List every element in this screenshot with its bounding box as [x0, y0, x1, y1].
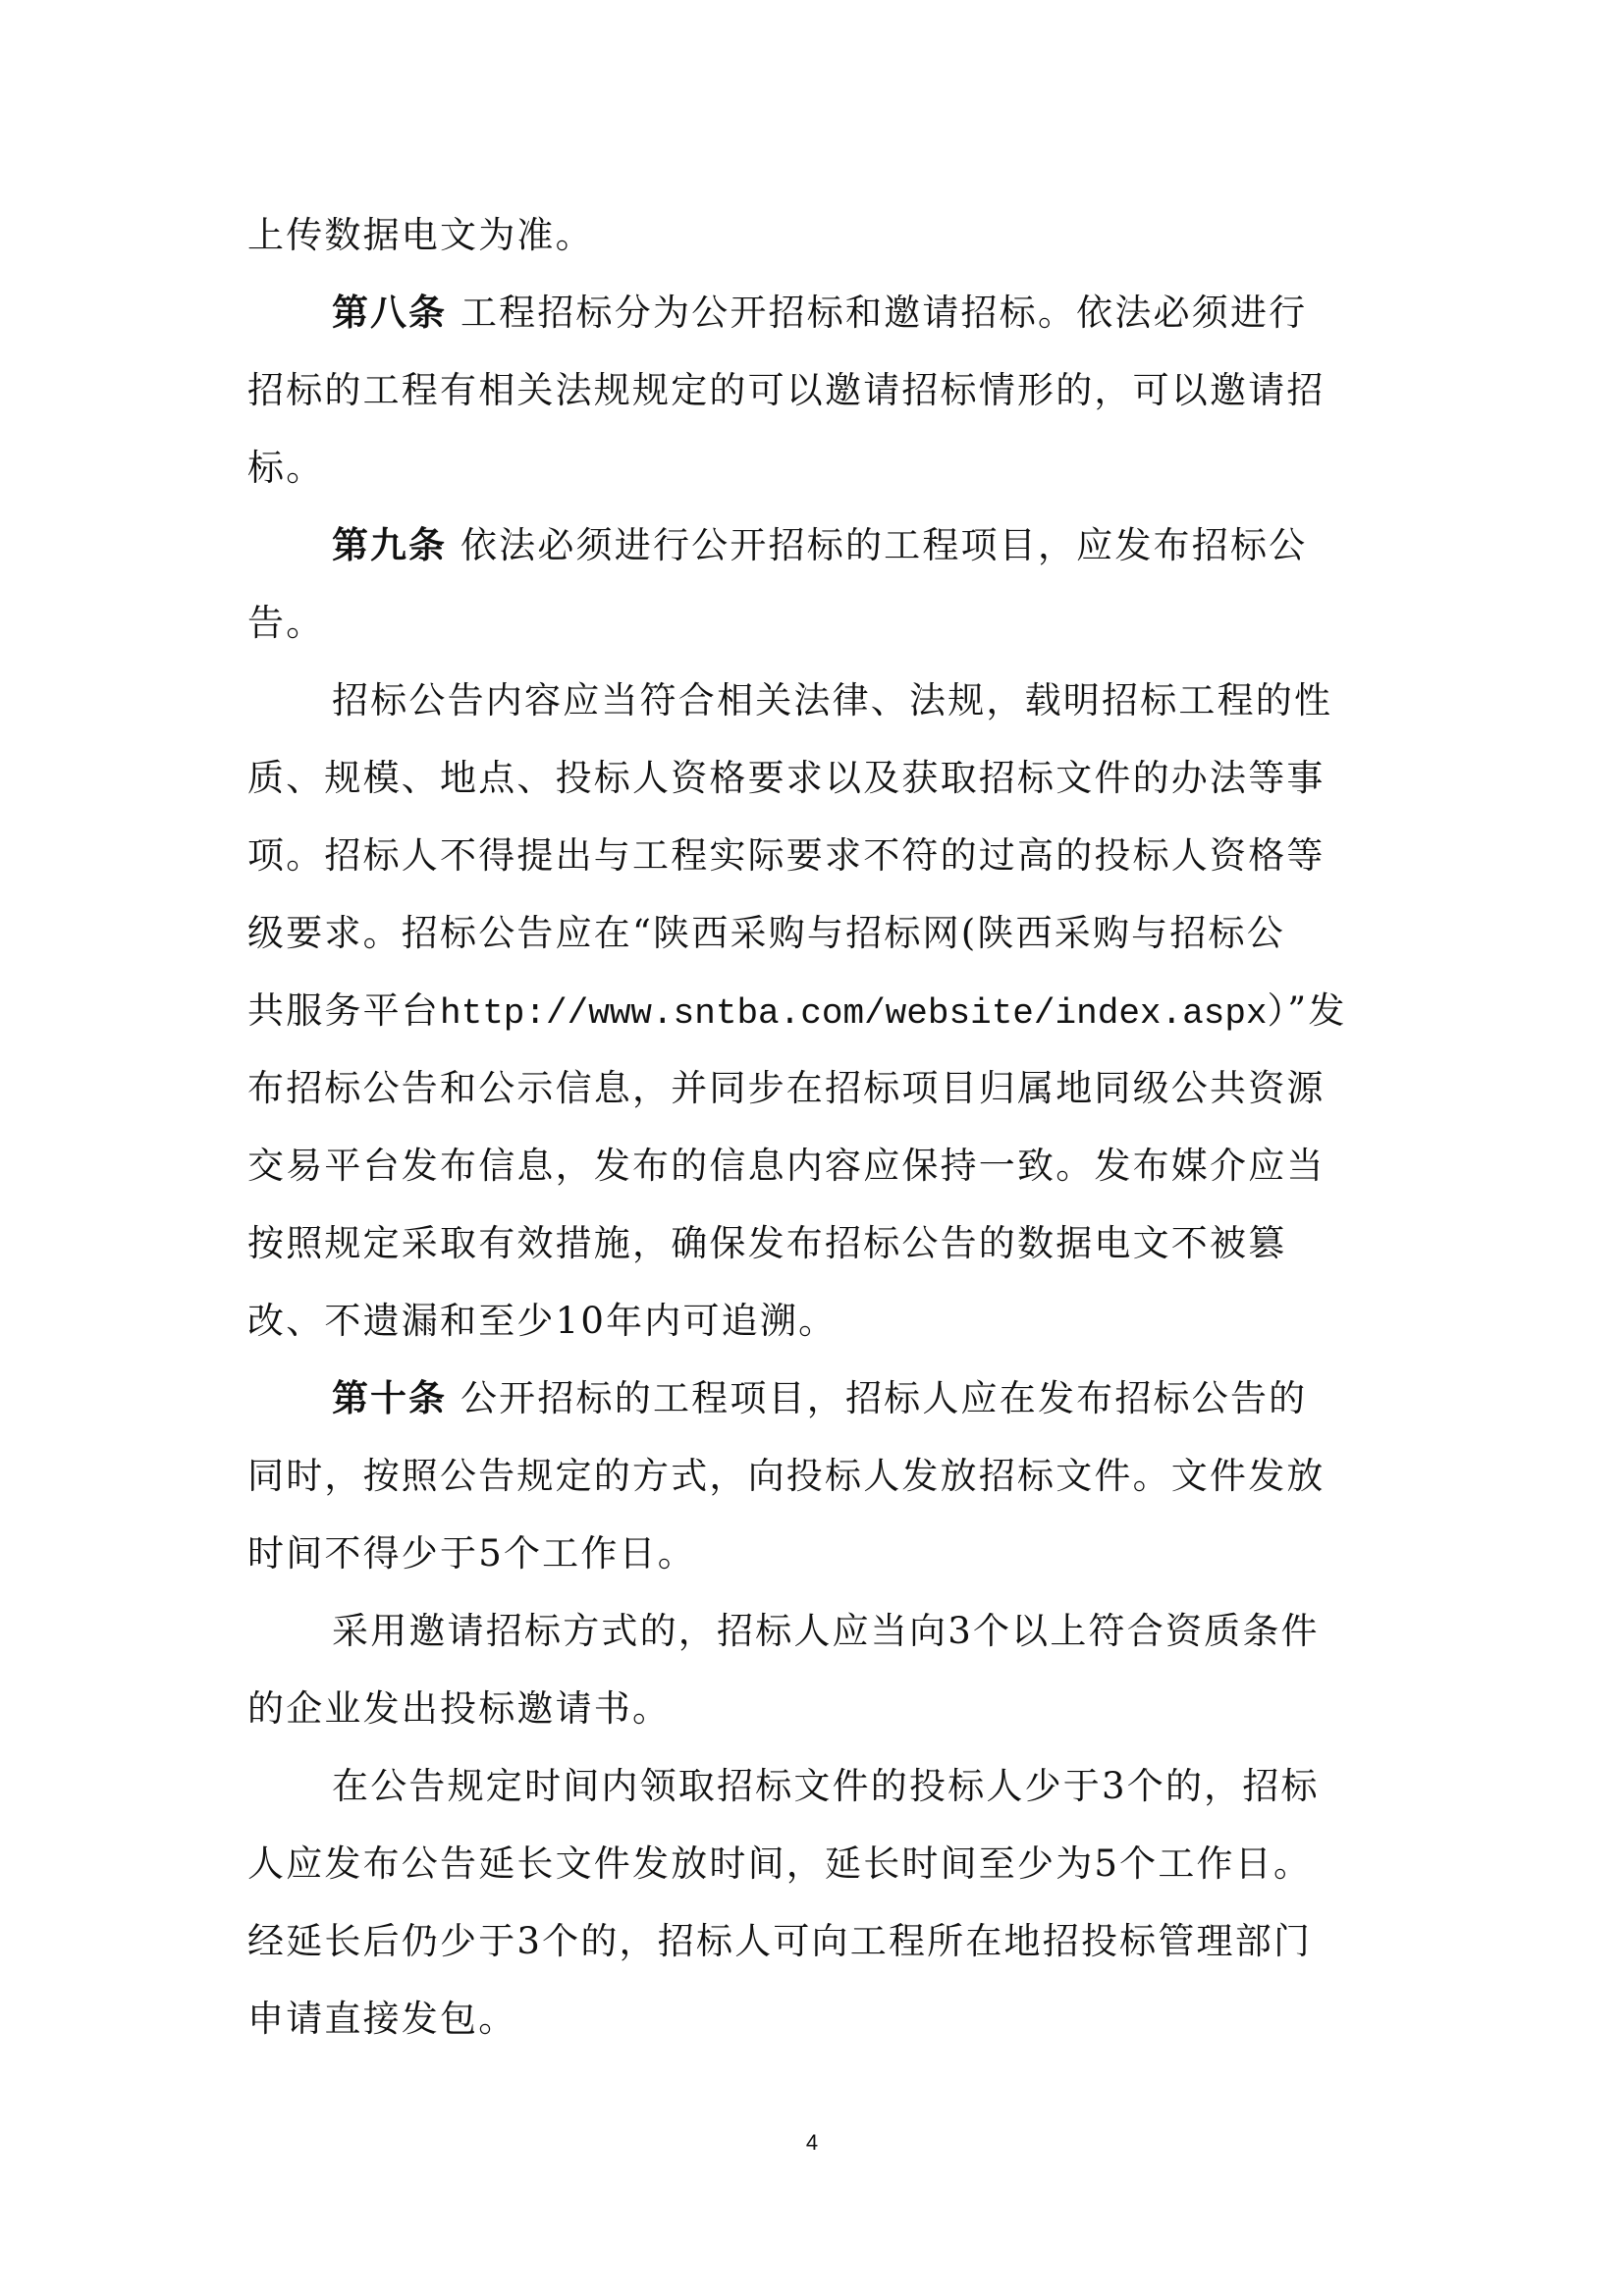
paragraph-start: 在公告规定时间内领取招标文件的投标人少于3个的，招标: [332, 1765, 1320, 1807]
text-line: 人应发布公告延长文件发放时间，延长时间至少为5个工作日。: [247, 1842, 1313, 1885]
text-line: 招标的工程有相关法规规定的可以邀请招标情形的，可以邀请招: [247, 369, 1326, 411]
paragraph-start: 招标公告内容应当符合相关法律、法规，载明招标工程的性: [332, 679, 1333, 721]
text-line: 质、规模、地点、投标人资格要求以及获取招标文件的办法等事: [247, 757, 1326, 799]
text-line: 的企业发出投标邀请书。: [247, 1687, 672, 1730]
text-line: 标。: [247, 447, 325, 489]
article-8-line: [247, 289, 1386, 366]
text-line: 级要求。招标公告应在“陕西采购与招标网(陕西采购与招标公: [247, 912, 1285, 954]
article-heading: 第十条: [332, 1377, 447, 1419]
article-heading: 第八条: [332, 292, 447, 334]
platform-url: http://www.sntba.com/website/index.aspx: [440, 993, 1268, 1034]
text-line: 按照规定采取有效措施，确保发布招标公告的数据电文不被篡: [247, 1222, 1287, 1264]
text-line: 上传数据电文为准。: [247, 214, 594, 256]
article-9-line: [247, 521, 1386, 599]
document-body: [247, 211, 1386, 2072]
page-number: 4: [805, 2130, 819, 2155]
article-text: 公开招标的工程项目，招标人应在发布招标公告的: [447, 1377, 1308, 1419]
text-line: 改、不遗漏和至少10年内可追溯。: [247, 1300, 838, 1342]
text-line: 同时，按照公告规定的方式，向投标人发放招标文件。文件发放: [247, 1455, 1326, 1497]
text-line: 交易平台发布信息，发布的信息内容应保持一致。发布媒介应当: [247, 1145, 1326, 1187]
article-text: 依法必须进行公开招标的工程项目，应发布招标公: [447, 524, 1308, 566]
article-10-line: [247, 1374, 1386, 1452]
text-line: 时间不得少于5个工作日。: [247, 1532, 696, 1575]
paragraph-start: 采用邀请招标方式的，招标人应当向3个以上符合资质条件: [332, 1610, 1320, 1652]
url-line: [247, 987, 1386, 1064]
text-line: 申请直接发包。: [247, 1998, 517, 2040]
text-segment: 共服务平台: [247, 989, 440, 1032]
article-heading: 第九条: [332, 524, 447, 566]
text-line: 布招标公告和公示信息，并同步在招标项目归属地同级公共资源: [247, 1067, 1326, 1109]
article-text: 工程招标分为公开招标和邀请招标。依法必须进行: [447, 292, 1308, 334]
text-line: 项。招标人不得提出与工程实际要求不符的过高的投标人资格等: [247, 834, 1326, 877]
text-line: 经延长后仍少于3个的，招标人可向工程所在地招投标管理部门: [247, 1920, 1313, 1962]
text-line: 告。: [247, 602, 325, 644]
text-segment: ）”发: [1267, 989, 1347, 1032]
